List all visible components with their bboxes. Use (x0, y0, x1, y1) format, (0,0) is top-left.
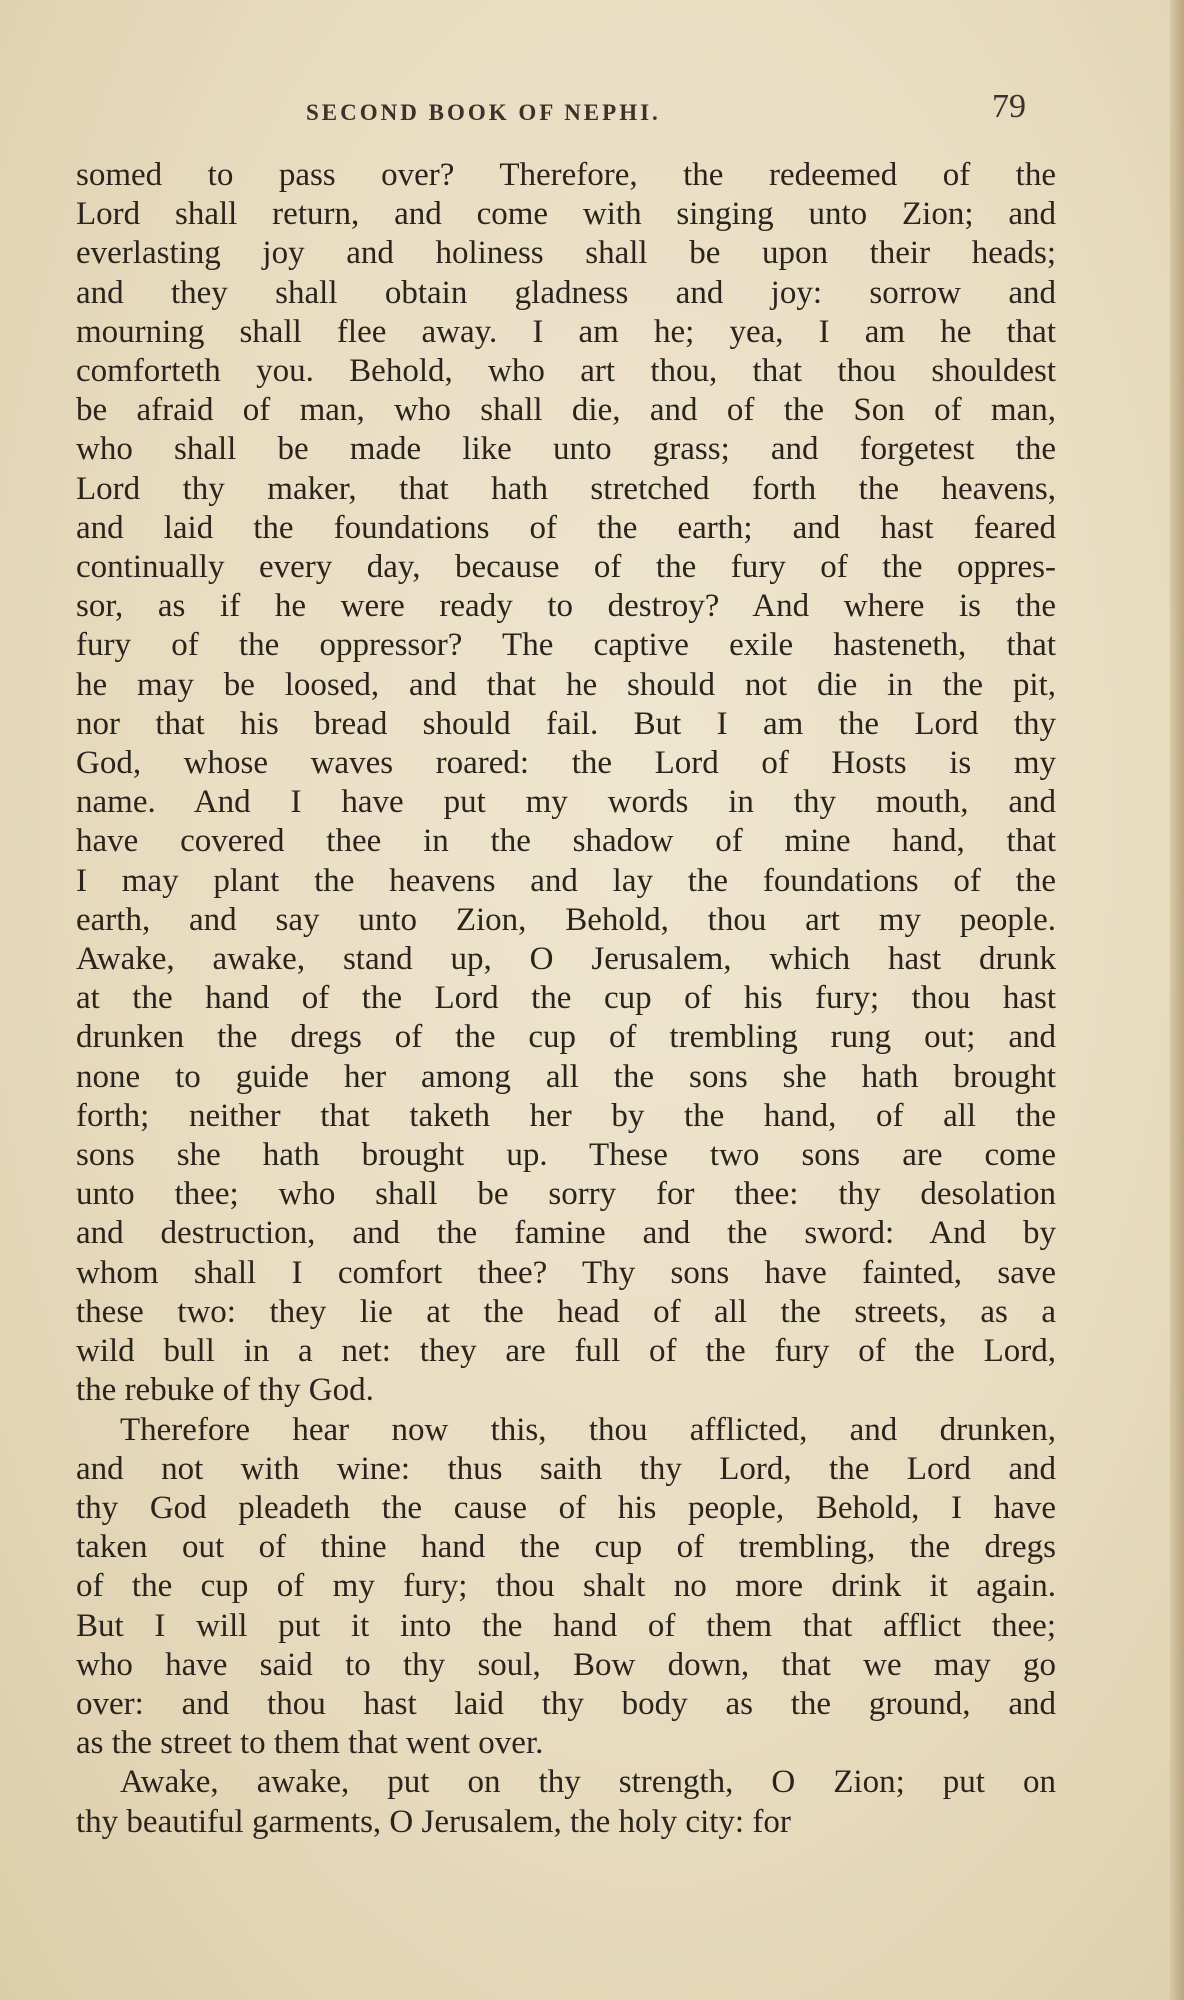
text-line: unto thee; who shall be sorry for thee: thy desolation (76, 1176, 1056, 1213)
text-line: Awake, awake, put on thy strength, O Zion; put on (120, 1764, 1056, 1801)
text-line: I may plant the heavens and lay the foundations of the (76, 862, 1056, 899)
text-line: name. And I have put my words in thy mouth, and (76, 784, 1056, 821)
text-line: sor, as if he were ready to destroy? And where is the (76, 588, 1056, 625)
text-line: and destruction, and the famine and the sword: And by (76, 1215, 1056, 1252)
text-line: and not with wine: thus saith thy Lord, the Lord and (76, 1450, 1056, 1487)
text-line: somed to pass over? Therefore, the redeemed of the (76, 157, 1056, 193)
text-line: sons she hath brought up. These two sons are come (76, 1137, 1056, 1174)
text-line: everlasting joy and holiness shall be upon their heads; (76, 235, 1056, 272)
page-edge (1170, 0, 1184, 2000)
text-line: drunken the dregs of the cup of trembling rung out; and (76, 1019, 1056, 1056)
text-line: of the cup of my fury; thou shalt no more drink it again. (76, 1568, 1056, 1605)
text-line: mourning shall flee away. I am he; yea, I am he that (76, 313, 1056, 350)
body-text (76, 156, 1056, 1842)
text-line: Lord shall return, and come with singing unto Zion; and (76, 196, 1056, 233)
text-line: who have said to thy soul, Bow down, that we may go (76, 1646, 1056, 1683)
text-line: comforteth you. Behold, who art thou, that thou shouldest (76, 353, 1056, 390)
text-line: have covered thee in the shadow of mine hand, that (76, 823, 1056, 860)
text-line: Therefore hear now this, thou afflicted, and drunken, (120, 1411, 1056, 1448)
text-line: whom shall I comfort thee? Thy sons have fainted, save (76, 1254, 1056, 1291)
text-line: But I will put it into the hand of them that afflict thee; (76, 1607, 1056, 1644)
paragraph (76, 156, 1056, 1411)
text-line: at the hand of the Lord the cup of his fury; thou hast (76, 980, 1056, 1017)
text-line: the rebuke of thy God. (76, 1372, 374, 1409)
text-line: and laid the foundations of the earth; and hast feared (76, 509, 1056, 546)
text-line: be afraid of man, who shall die, and of the Son of man, (76, 392, 1056, 429)
page-number: 79 (992, 88, 1026, 125)
page-header (76, 88, 1056, 128)
text-line: as the street to them that went over. (76, 1725, 544, 1762)
text-line: these two: they lie at the head of all the streets, as a (76, 1293, 1056, 1330)
text-line: continually every day, because of the fury of the oppres- (76, 549, 1056, 586)
text-line: he may be loosed, and that he should not die in the pit, (76, 666, 1056, 703)
text-line: forth; neither that taketh her by the hand, of all the (76, 1097, 1056, 1134)
text-line: and they shall obtain gladness and joy: sorrow and (76, 274, 1056, 311)
text-line: wild bull in a net: they are full of the fury of the Lord, (76, 1333, 1056, 1370)
text-line: nor that his bread should fail. But I am the Lord thy (76, 705, 1056, 742)
text-line: over: and thou hast laid thy body as the ground, and (76, 1685, 1056, 1722)
text-line: who shall be made like unto grass; and forgetest the (76, 431, 1056, 468)
text-line: earth, and say unto Zion, Behold, thou art my people. (76, 901, 1056, 938)
text-line: God, whose waves roared: the Lord of Hosts is my (76, 745, 1056, 782)
running-head: SECOND BOOK OF NEPHI. (306, 100, 661, 125)
text-line: taken out of thine hand the cup of trembling, the dregs (76, 1529, 1056, 1566)
paragraph (76, 1411, 1056, 1764)
text-line: thy beautiful garments, O Jerusalem, the holy city: for (76, 1803, 791, 1840)
text-line: Lord thy maker, that hath stretched forth the heavens, (76, 470, 1056, 507)
text-line: Awake, awake, stand up, O Jerusalem, which hast drunk (76, 941, 1056, 978)
text-line: fury of the oppressor? The captive exile hasteneth, that (76, 627, 1056, 664)
text-line: none to guide her among all the sons she hath brought (76, 1058, 1056, 1095)
text-line: thy God pleadeth the cause of his people, Behold, I have (76, 1489, 1056, 1526)
paragraph (76, 1763, 1056, 1841)
